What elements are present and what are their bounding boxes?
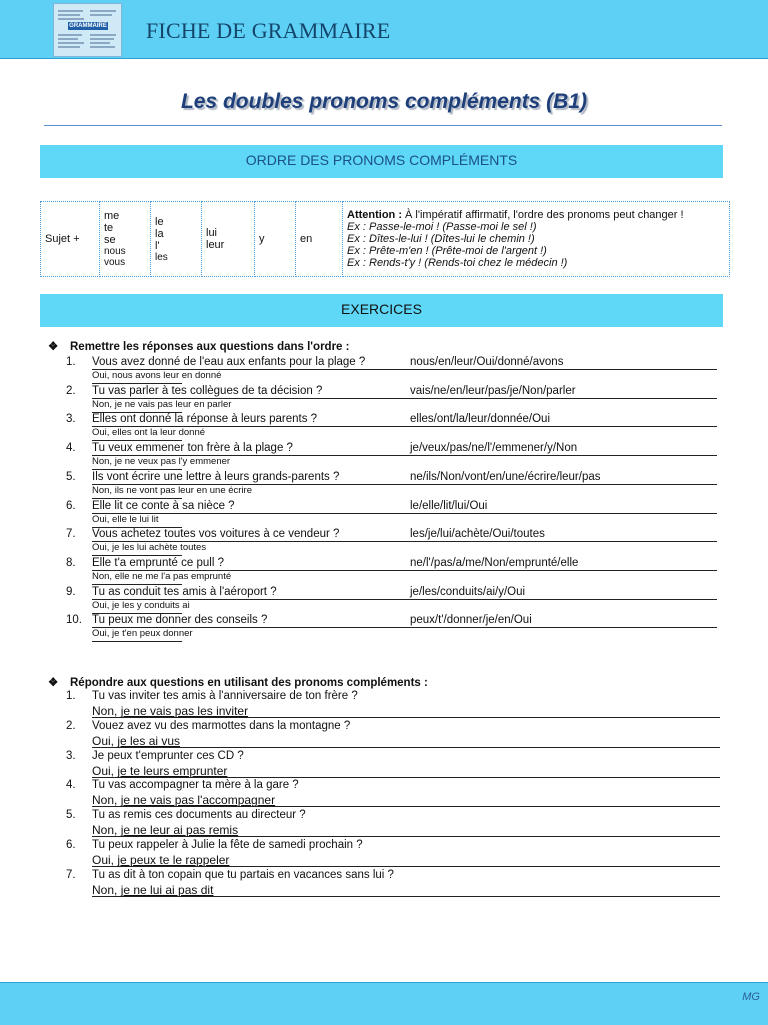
pronoun-order-table (40, 201, 730, 277)
answer-line (92, 513, 717, 514)
item-number: 1. (66, 356, 76, 368)
exercise1-item (66, 557, 726, 585)
example-line: Ex : Prête-m'en ! (Prête-moi de l'argent !) (347, 245, 547, 257)
item-number: 3. (66, 413, 76, 426)
answer-text: Non, je ne vais pas leur en parler (92, 398, 232, 410)
scrambled-words: peux/t'/donner/je/en/Oui (410, 614, 532, 627)
answer-underline (92, 641, 182, 642)
response (92, 704, 248, 718)
answer-text: Oui, elle le lui lit (92, 513, 159, 525)
response-prefix: Oui, (92, 733, 118, 748)
answer-text: Oui, je les y conduits ai (92, 599, 190, 611)
exercise2-item (66, 690, 726, 720)
question-text: Elle t'a emprunté ce pull ? (92, 556, 224, 569)
item-number: 5. (66, 470, 76, 483)
item-number: 7. (66, 868, 76, 881)
item-number: 5. (66, 809, 76, 822)
footer-bar (0, 982, 768, 1025)
question-text: Tu veux emmener ton frère à la plage ? (92, 442, 293, 455)
exercises-band: EXERCICES (40, 294, 723, 327)
exercise2-instruction: ❖ Répondre aux questions en utilisant des pronoms compléments : (48, 677, 428, 689)
pronoun-col-y: y (255, 202, 296, 277)
response-answer: je les ai vus (117, 733, 181, 748)
attention-cell (343, 202, 730, 277)
exercise1-instruction: ❖ Remettre les réponses aux questions dans l'ordre : (48, 341, 350, 353)
item-number: 7. (66, 528, 76, 541)
header-title: FICHE DE GRAMMAIRE (146, 18, 391, 43)
header-bar (0, 0, 768, 59)
response-prefix: Oui, (92, 763, 118, 778)
exercise1-item (66, 356, 726, 384)
question-text: Tu peux me donner des conseils ? (92, 614, 268, 627)
question-text: Tu vas accompagner ta mère à la gare ? (92, 779, 299, 792)
exercise1-item (66, 528, 726, 556)
answer-text: Oui, nous avons leur en donné (92, 370, 222, 381)
example-line: Ex : Dîtes-le-lui ! (Dîtes-lui le chemin !) (347, 233, 535, 245)
exercise2-item (66, 779, 726, 809)
item-number: 4. (66, 442, 76, 455)
diamond-bullet-icon: ❖ (48, 341, 59, 353)
question-text: Ils vont écrire une lettre à leurs grands-parents ? (92, 470, 340, 483)
question-text: Elles ont donné la réponse à leurs parents ? (92, 413, 318, 426)
response-prefix: Non, (92, 823, 121, 838)
exercise2-item (66, 809, 726, 839)
question-text: Vous achetez toutes vos voitures à ce vendeur ? (92, 528, 340, 541)
question-text: Tu as dit à ton copain que tu partais en vacances sans lui ? (92, 868, 394, 881)
question-text: Je peux t'emprunter ces CD ? (92, 749, 244, 762)
scrambled-words: je/les/conduits/ai/y/Oui (410, 585, 526, 598)
exercise1-item (66, 614, 726, 642)
response-prefix: Non, (92, 882, 121, 897)
exercise1-item (66, 413, 726, 441)
title-divider (44, 125, 722, 126)
response-prefix: Non, (92, 793, 121, 808)
question-text: Vouez avez vu des marmottes dans la montagne ? (92, 719, 351, 732)
question-text: Tu as remis ces documents au directeur ? (92, 809, 306, 822)
question-text: Tu vas parler à tes collègues de ta décision ? (92, 384, 323, 397)
response-answer: je te leurs emprunter (117, 763, 228, 778)
example-line: Ex : Passe-le-moi ! (Passe-moi le sel !) (347, 221, 537, 233)
answer-text: Non, elle ne me l'a pas emprunté (92, 570, 232, 582)
response (92, 883, 213, 897)
response-answer: je peux te le rappeler (117, 853, 230, 867)
exercise1-item (66, 500, 726, 528)
exercise1-item (66, 471, 726, 499)
response-prefix: Non, (92, 704, 121, 718)
answer-line (92, 747, 720, 748)
response-prefix: Oui, (92, 853, 118, 867)
question-text: Vous avez donné de l'eau aux enfants pour la plage ? (92, 356, 366, 368)
answer-text: Oui, elles ont la leur donné (92, 427, 206, 439)
response-answer: je ne leur ai pas remis (120, 823, 239, 838)
item-number: 6. (66, 499, 76, 512)
scrambled-words: elles/ont/la/leur/donnée/Oui (410, 413, 551, 426)
item-number: 8. (66, 556, 76, 569)
response (92, 853, 229, 867)
item-number: 1. (66, 690, 76, 702)
exercise2-item (66, 839, 726, 869)
response (92, 764, 227, 778)
logo-label: GRAMMAIRE (69, 23, 107, 29)
response (92, 734, 180, 748)
attention-text: À l'impératif affirmatif, l'ordre des pronoms peut changer ! (401, 209, 684, 221)
scrambled-words: ne/l'/pas/a/me/Non/emprunté/elle (410, 556, 579, 569)
response (92, 823, 238, 837)
response (92, 793, 275, 807)
item-number: 9. (66, 585, 76, 598)
exercise2-item (66, 869, 726, 899)
footer-initials: MG (742, 991, 760, 1003)
subject-cell: Sujet + (41, 202, 100, 277)
scrambled-words: je/veux/pas/ne/l'/emmener/y/Non (410, 442, 578, 455)
attention-label: Attention : (347, 209, 402, 221)
grammaire-logo-icon (53, 3, 122, 57)
response-answer: je ne lui ai pas dit (120, 882, 214, 897)
question-text: Tu as conduit tes amis à l'aéroport ? (92, 585, 277, 598)
exercise1-item (66, 385, 726, 413)
item-number: 3. (66, 749, 76, 762)
item-number: 4. (66, 779, 76, 792)
scrambled-words: ne/ils/Non/vont/en/une/écrire/leur/pas (410, 470, 601, 483)
pronoun-col-en: en (296, 202, 343, 277)
question-text: Elle lit ce conte à sa nièce ? (92, 499, 235, 512)
item-number: 2. (66, 384, 76, 397)
exercise1-item (66, 586, 726, 614)
diamond-bullet-icon: ❖ (48, 677, 59, 689)
question-text: Tu peux rappeler à Julie la fête de samedi prochain ? (92, 839, 363, 851)
item-number: 10. (66, 614, 82, 627)
page-title: Les doubles pronoms compléments (B1) (180, 90, 588, 113)
response-answer: je ne vais pas les inviter (120, 704, 249, 718)
scrambled-words: les/je/lui/achète/Oui/toutes (410, 528, 545, 541)
answer-text: Non, ils ne vont pas leur en une écrire (92, 484, 253, 496)
item-number: 6. (66, 839, 76, 851)
exercise2-item (66, 720, 726, 750)
scrambled-words: nous/en/leur/Oui/donné/avons (410, 356, 564, 368)
example-line: Ex : Rends-t'y ! (Rends-toi chez le médecin !) (347, 257, 568, 269)
order-section-band: ORDRE DES PRONOMS COMPLÉMENTS (40, 145, 723, 178)
answer-text: Oui, je t'en peux donner (92, 628, 193, 640)
pronoun-col-me: me te se nous vous (100, 202, 151, 277)
response-answer: je ne vais pas l'accompagner (120, 793, 276, 808)
exercise2-item (66, 750, 726, 780)
question-text: Tu vas inviter tes amis à l'anniversaire de ton frère ? (92, 690, 358, 702)
item-number: 2. (66, 719, 76, 732)
answer-text: Non, je ne veux pas l'y emmener (92, 456, 231, 468)
scrambled-words: vais/ne/en/leur/pas/je/Non/parler (410, 384, 576, 397)
pronoun-col-le: le la l' les (151, 202, 202, 277)
scrambled-words: le/elle/lit/lui/Oui (410, 499, 488, 512)
exercise1-item (66, 442, 726, 470)
answer-text: Oui, je les lui achète toutes (92, 542, 207, 554)
pronoun-col-lui: lui leur (202, 202, 255, 277)
